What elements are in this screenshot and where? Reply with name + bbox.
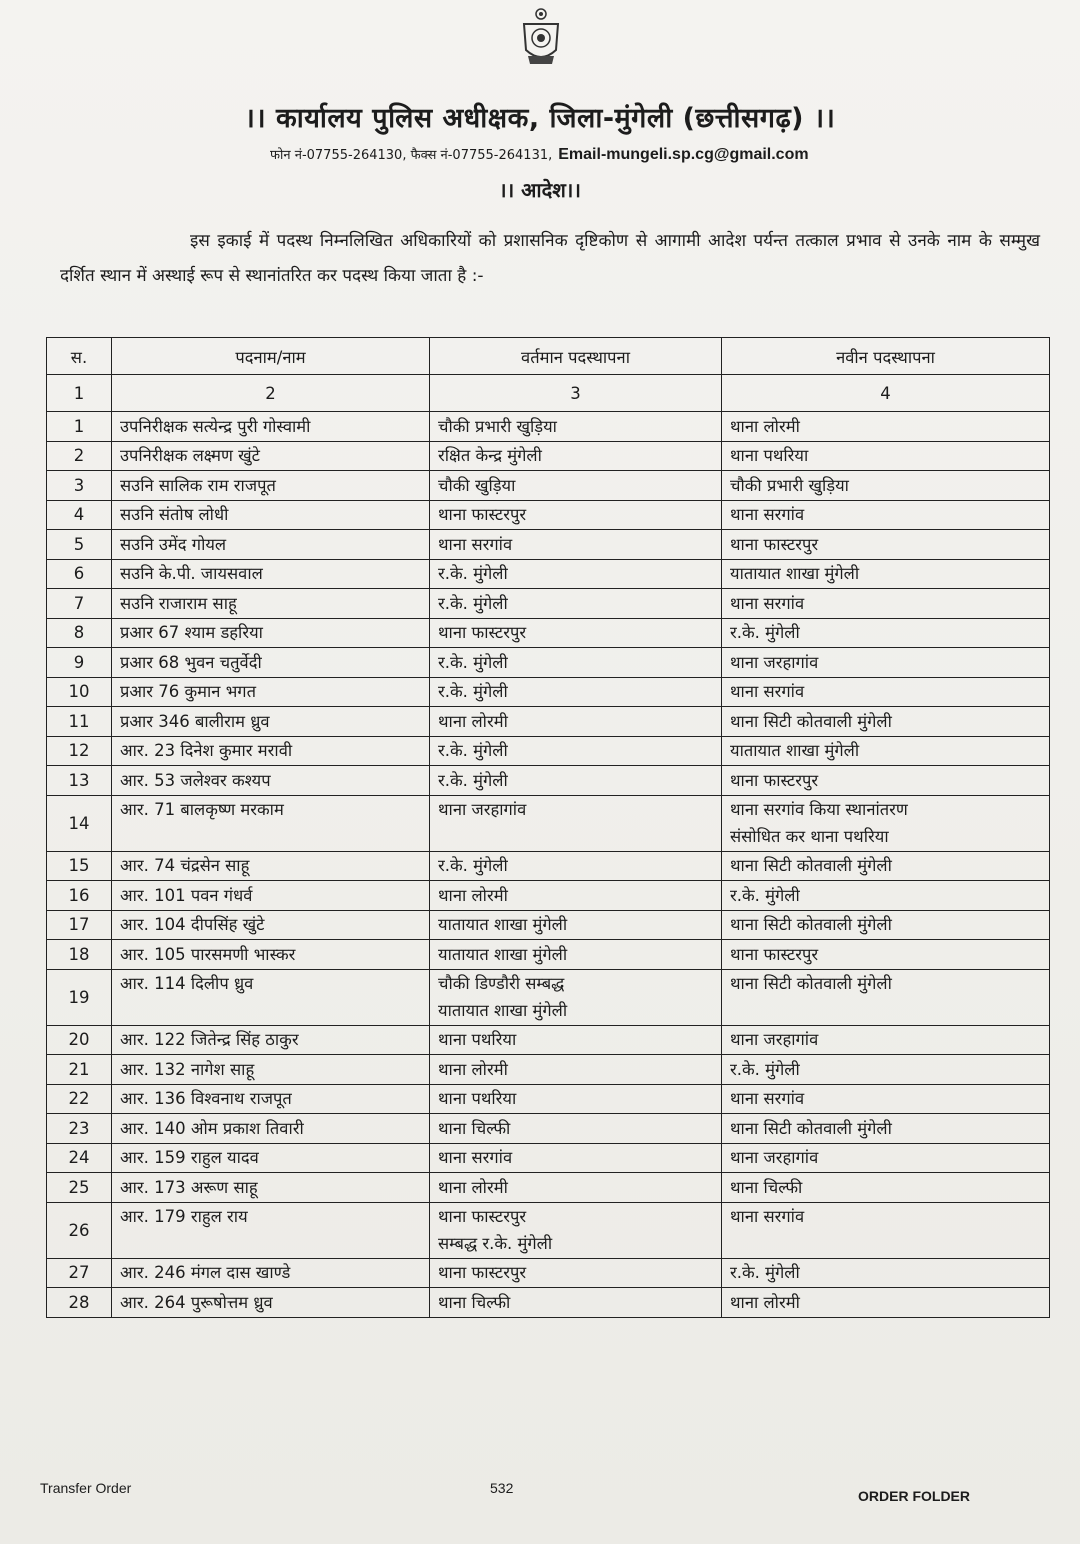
new-posting-cell [722,648,1050,678]
new-posting-line: थाना जरहागांव [730,652,819,672]
name-cell [112,969,430,1025]
current-posting-line: चौकी प्रभारी खुड़िया [438,416,557,436]
officer-name: प्रआर 76 कुमान भगत [120,682,256,702]
header-serial: स. [47,338,112,375]
table-row [47,618,1050,648]
current-posting-line: थाना पथरिया [438,1030,517,1050]
name-cell [112,441,430,471]
new-posting-cell [722,559,1050,589]
new-posting-line: र.के. मुंगेली [730,885,800,905]
officer-name: आर. 246 मंगल दास खाण्डे [120,1263,291,1283]
officer-name: सउनि के.पी. जायसवाल [120,564,263,584]
table-row [47,1173,1050,1203]
column-number: 2 [112,375,430,412]
name-cell [112,1288,430,1318]
current-posting-line: थाना सरगांव [438,1148,513,1168]
officer-name: आर. 159 राहुल यादव [120,1148,259,1168]
serial-cell: 24 [47,1143,112,1173]
current-posting-cell [430,1202,722,1258]
folder-label: ORDER FOLDER [858,1488,970,1504]
new-posting-cell [722,1143,1050,1173]
phone-fax-text: फोन नं-07755-264130, फैक्स नं-07755-264131, [270,148,553,163]
table-row [47,677,1050,707]
new-posting-line: थाना सरगांव [730,682,805,702]
serial-cell: 3 [47,471,112,501]
serial-cell: 11 [47,707,112,737]
officer-name: आर. 105 पारसमणी भास्कर [120,944,296,964]
name-cell [112,736,430,766]
new-posting-line: थाना जरहागांव [730,1148,819,1168]
new-posting-cell [722,500,1050,530]
current-posting-line: थाना लोरमी [438,885,508,905]
name-cell [112,910,430,940]
table-row [47,910,1050,940]
table-row [47,500,1050,530]
new-posting-line: थाना सिटी कोतवाली मुंगेली [730,915,892,935]
serial-cell: 15 [47,851,112,881]
table-row [47,1055,1050,1085]
name-cell [112,618,430,648]
new-posting-cell [722,441,1050,471]
new-posting-line: थाना सरगांव [730,1206,805,1226]
officer-name: आर. 114 दिलीप ध्रुव [120,973,254,993]
current-posting-line: थाना जरहागांव [438,799,527,819]
current-posting-cell [430,589,722,619]
new-posting-line: थाना पथरिया [730,446,809,466]
current-posting-cell [430,677,722,707]
current-posting-line: थाना लोरमी [438,1059,508,1079]
new-posting-cell [722,736,1050,766]
police-emblem-icon [516,6,566,68]
current-posting-line: र.के. मुंगेली [438,682,508,702]
serial-cell: 26 [47,1202,112,1258]
name-cell [112,851,430,881]
table-row [47,1288,1050,1318]
officer-name: आर. 104 दीपसिंह खुंटे [120,915,265,935]
new-posting-cell [722,1173,1050,1203]
current-posting-line: थाना पथरिया [438,1089,517,1109]
email-text: Email-mungeli.sp.cg@gmail.com [558,146,809,163]
current-posting-cell [430,648,722,678]
current-posting-cell [430,851,722,881]
new-posting-line: चौकी प्रभारी खुड़िया [730,475,849,495]
new-posting-line: थाना सरगांव [730,505,805,525]
serial-cell: 8 [47,618,112,648]
current-posting-line: थाना फास्टरपुर [438,1263,527,1283]
name-cell [112,1143,430,1173]
name-cell [112,1173,430,1203]
table-row [47,940,1050,970]
serial-cell: 4 [47,500,112,530]
current-posting-cell [430,707,722,737]
officer-name: आर. 101 पवन गंधर्व [120,885,253,905]
new-posting-cell [722,618,1050,648]
current-posting-cell [430,1055,722,1085]
contact-line [270,145,809,164]
table-row [47,1202,1050,1258]
serial-cell: 16 [47,881,112,911]
current-posting-line: र.के. मुंगेली [438,741,508,761]
officer-name: प्रआर 68 भुवन चतुर्वेदी [120,652,262,672]
name-cell [112,1258,430,1288]
name-cell [112,795,430,851]
current-posting-cell [430,412,722,442]
new-posting-line: थाना चिल्फी [730,1177,803,1197]
table-row [47,1025,1050,1055]
new-posting-cell [722,1114,1050,1144]
current-posting-line: चौकी खुड़िया [438,475,516,495]
table-row [47,559,1050,589]
serial-cell: 19 [47,969,112,1025]
name-cell [112,471,430,501]
new-posting-line: थाना फास्टरपुर [730,534,819,554]
officer-name: आर. 179 राहुल राय [120,1206,248,1226]
column-number: 1 [47,375,112,412]
serial-cell: 13 [47,766,112,796]
name-cell [112,1202,430,1258]
new-posting-cell [722,969,1050,1025]
current-posting-line: यातायात शाखा मुंगेली [438,915,568,935]
new-posting-line: थाना जरहागांव [730,1030,819,1050]
current-posting-line: र.के. मुंगेली [438,770,508,790]
table-row [47,412,1050,442]
serial-cell: 5 [47,530,112,560]
new-posting-line: थाना फास्टरपुर [730,944,819,964]
current-posting-cell [430,618,722,648]
new-posting-line: थाना सरगांव [730,593,805,613]
serial-cell: 17 [47,910,112,940]
new-posting-cell [722,910,1050,940]
header-designation-name: पदनाम/नाम [112,338,430,375]
current-posting-line: थाना लोरमी [438,1177,508,1197]
current-posting-cell [430,441,722,471]
new-posting-cell [722,1288,1050,1318]
new-posting-line: थाना लोरमी [730,1292,800,1312]
serial-cell: 9 [47,648,112,678]
current-posting-line: यातायात शाखा मुंगेली [438,944,568,964]
officer-name: आर. 264 पुरूषोत्तम ध्रुव [120,1292,273,1312]
name-cell [112,707,430,737]
table-row [47,1258,1050,1288]
officer-name: आर. 132 नागेश साहू [120,1059,255,1079]
new-posting-line: यातायात शाखा मुंगेली [730,564,860,584]
table-row [47,707,1050,737]
current-posting-cell [430,559,722,589]
officer-name: आर. 122 जितेन्द्र सिंह ठाकुर [120,1030,299,1050]
new-posting-cell [722,530,1050,560]
current-posting-line: थाना चिल्फी [438,1118,511,1138]
footer-label: Transfer Order [40,1480,132,1496]
name-cell [112,648,430,678]
table-row [47,851,1050,881]
officer-name: आर. 53 जलेश्वर कश्यप [120,770,271,790]
current-posting-line: थाना फास्टरपुर [438,623,527,643]
new-posting-line: थाना लोरमी [730,416,800,436]
column-number: 3 [430,375,722,412]
current-posting-line: थाना सरगांव [438,534,513,554]
new-posting-cell [722,766,1050,796]
current-posting-line: थाना लोरमी [438,711,508,731]
name-cell [112,1084,430,1114]
name-cell [112,940,430,970]
table-row [47,589,1050,619]
table-row [47,795,1050,851]
new-posting-line: थाना सिटी कोतवाली मुंगेली [730,1118,892,1138]
name-cell [112,589,430,619]
table-row [47,881,1050,911]
table-row [47,648,1050,678]
current-posting-line: चौकी डिण्डौरी सम्बद्ध [438,973,565,993]
serial-cell: 21 [47,1055,112,1085]
officer-name: प्रआर 346 बालीराम ध्रुव [120,711,270,731]
current-posting-line: यातायात शाखा मुंगेली [438,1000,568,1020]
officer-name: आर. 136 विश्वनाथ राजपूत [120,1089,292,1109]
new-posting-cell [722,707,1050,737]
current-posting-line: सम्बद्ध र.के. मुंगेली [438,1233,553,1253]
current-posting-cell [430,766,722,796]
new-posting-cell [722,940,1050,970]
name-cell [112,500,430,530]
new-posting-cell [722,1258,1050,1288]
serial-cell: 20 [47,1025,112,1055]
officer-name: सउनि सालिक राम राजपूत [120,475,276,495]
officer-name: सउनि राजाराम साहू [120,593,237,613]
new-posting-cell [722,412,1050,442]
officer-name: आर. 23 दिनेश कुमार मरावी [120,741,293,761]
officer-name: सउनि संतोष लोधी [120,505,229,525]
serial-cell: 12 [47,736,112,766]
new-posting-cell [722,589,1050,619]
current-posting-cell [430,1025,722,1055]
serial-cell: 25 [47,1173,112,1203]
order-title: ।। आदेश।। [499,178,581,202]
table-header-row [47,338,1050,375]
new-posting-line: थाना सिटी कोतवाली मुंगेली [730,711,892,731]
new-posting-line: र.के. मुंगेली [730,1059,800,1079]
serial-cell: 6 [47,559,112,589]
officer-name: सउनि उमेंद गोयल [120,534,227,554]
new-posting-line: थाना सिटी कोतवाली मुंगेली [730,973,892,993]
new-posting-cell [722,677,1050,707]
current-posting-line: रक्षित केन्द्र मुंगेली [438,446,542,466]
new-posting-line: थाना सरगांव किया स्थानांतरण [730,799,908,819]
current-posting-line: थाना फास्टरपुर [438,505,527,525]
officer-name: आर. 71 बालकृष्ण मरकाम [120,799,284,819]
column-number-row [47,375,1050,412]
current-posting-cell [430,1258,722,1288]
table-row [47,1114,1050,1144]
officer-name: आर. 140 ओम प्रकाश तिवारी [120,1118,304,1138]
current-posting-line: थाना चिल्फी [438,1292,511,1312]
officer-name: उपनिरीक्षक लक्ष्मण खुंटे [120,446,260,466]
current-posting-cell [430,1084,722,1114]
name-cell [112,1114,430,1144]
current-posting-cell [430,1143,722,1173]
new-posting-line: र.के. मुंगेली [730,1263,800,1283]
name-cell [112,1055,430,1085]
current-posting-cell [430,940,722,970]
current-posting-cell [430,500,722,530]
new-posting-cell [722,795,1050,851]
name-cell [112,881,430,911]
table-row [47,441,1050,471]
current-posting-line: र.के. मुंगेली [438,593,508,613]
current-posting-cell [430,471,722,501]
officer-name: उपनिरीक्षक सत्येन्द्र पुरी गोस्वामी [120,416,311,436]
office-title: ।। कार्यालय पुलिस अधीक्षक, जिला-मुंगेली (छत्तीसगढ़) ।। [244,103,836,134]
current-posting-line: र.के. मुंगेली [438,564,508,584]
page-number: 532 [490,1480,514,1496]
officer-name: आर. 173 अरूण साहू [120,1177,258,1197]
serial-cell: 22 [47,1084,112,1114]
current-posting-cell [430,969,722,1025]
new-posting-line: थाना फास्टरपुर [730,770,819,790]
serial-cell: 23 [47,1114,112,1144]
new-posting-cell [722,1202,1050,1258]
new-posting-cell [722,1055,1050,1085]
table-row [47,969,1050,1025]
name-cell [112,412,430,442]
current-posting-line: र.के. मुंगेली [438,856,508,876]
current-posting-cell [430,795,722,851]
name-cell [112,677,430,707]
name-cell [112,766,430,796]
serial-cell: 27 [47,1258,112,1288]
transfer-table [46,337,1050,1318]
serial-cell: 1 [47,412,112,442]
new-posting-line: संसोधित कर थाना पथरिया [730,826,889,846]
header-new-posting: नवीन पदस्थापना [722,338,1050,375]
new-posting-cell [722,1025,1050,1055]
header-current-posting: वर्तमान पदस्थापना [430,338,722,375]
column-number: 4 [722,375,1050,412]
name-cell [112,530,430,560]
table-row [47,1084,1050,1114]
new-posting-line: यातायात शाखा मुंगेली [730,741,860,761]
serial-cell: 14 [47,795,112,851]
new-posting-cell [722,471,1050,501]
name-cell [112,559,430,589]
current-posting-cell [430,910,722,940]
current-posting-line: र.के. मुंगेली [438,652,508,672]
current-posting-line: थाना फास्टरपुर [438,1206,527,1226]
new-posting-cell [722,881,1050,911]
table-row [47,530,1050,560]
serial-cell: 7 [47,589,112,619]
new-posting-cell [722,851,1050,881]
intro-paragraph: इस इकाई में पदस्थ निम्नलिखित अधिकारियों को प्रशासनिक दृष्टिकोण से आगामी आदेश पर्यन्त तत्काल प्रभाव से उनके नाम के सम्मुख दर्शित स्थान में अस्थाई रूप से स्थानांतरित कर पदस्थ किया जाता है :- [60,231,1040,286]
table-row [47,1143,1050,1173]
table-row [47,471,1050,501]
new-posting-cell [722,1084,1050,1114]
new-posting-line: थाना सिटी कोतवाली मुंगेली [730,856,892,876]
current-posting-cell [430,1114,722,1144]
current-posting-cell [430,736,722,766]
table-row [47,736,1050,766]
name-cell [112,1025,430,1055]
officer-name: प्रआर 67 श्याम डहरिया [120,623,263,643]
current-posting-cell [430,1173,722,1203]
serial-cell: 18 [47,940,112,970]
officer-name: आर. 74 चंद्रसेन साहू [120,856,250,876]
table-row [47,766,1050,796]
serial-cell: 10 [47,677,112,707]
serial-cell: 28 [47,1288,112,1318]
current-posting-cell [430,881,722,911]
serial-cell: 2 [47,441,112,471]
new-posting-line: थाना सरगांव [730,1089,805,1109]
current-posting-cell [430,530,722,560]
new-posting-line: र.के. मुंगेली [730,623,800,643]
current-posting-cell [430,1288,722,1318]
table-body [47,412,1050,1318]
